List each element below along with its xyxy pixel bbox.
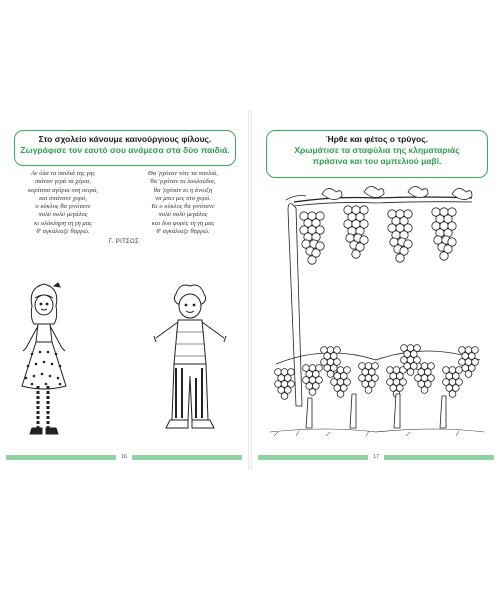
poem-line: πολύ πολύ μεγάλος	[38, 211, 88, 219]
poem-line: πιάναν γερά τα χέρια,	[34, 178, 92, 186]
right-page-instruction-line2: πράσινα και του αμπελιού μαβί.	[312, 156, 442, 166]
left-page-instruction: Ζωγράφισε τον εαυτό σου ανάμεσα στα δύο παιδιά.	[20, 145, 230, 155]
girl-illustration	[14, 278, 74, 453]
poem-line: Θα 'ρχόταν τότε τα πουλιά,	[147, 170, 219, 177]
right-page-title: Ήρθε και φέτος ο τρύγος.	[325, 134, 429, 144]
grape-vine-illustration	[266, 184, 488, 448]
poem-line: πολύ πολύ μεγάλος	[158, 211, 208, 219]
poem-line: Κι ο κύκλος θα γινότανε	[151, 203, 215, 211]
poem-column-2	[128, 170, 238, 236]
poem-line: και σπάνανε χορό,	[39, 194, 87, 202]
right-page	[252, 118, 500, 466]
poem-line: Αν όλα τα παιδιά της γης	[30, 170, 96, 177]
poem-line: θα 'ρχόταν τα λουλούδια,	[150, 178, 216, 186]
left-page	[0, 118, 248, 466]
boy-illustration	[150, 280, 230, 445]
poem-line: να μπει μες στο χορό.	[155, 194, 211, 202]
page-number-right: 17	[368, 451, 384, 464]
poem-author: Γ. ΡΙΤΣΟΣ	[108, 239, 140, 245]
poem-line: ο κύκλος θα γινότανε	[35, 203, 91, 211]
poem-line: κι ολόκληρη τη γη μας	[34, 219, 92, 227]
left-page-title: Στο σχολείο κάνουμε καινούργιους φίλους.	[38, 134, 212, 144]
poem-line: κορίτσια αγόρια στη σειρά,	[28, 186, 98, 194]
poem-column-1	[8, 170, 118, 236]
poem-line: θ' αγκάλιαζε θαρρώ.	[36, 228, 90, 236]
poem-line: θα 'ρχόταν κι η άνοιξη	[153, 186, 213, 194]
poem-line: θ' αγκάλιαζε θαρρώ.	[156, 228, 210, 236]
left-header-box	[14, 130, 236, 166]
page-number-left: 16	[116, 451, 132, 464]
right-header-box	[266, 130, 488, 178]
poem-line: και δυο φορές τη γη μας	[151, 219, 215, 227]
right-page-instruction-line1: Χρωμάτισε τα σταφύλια της κληματαριάς	[294, 145, 460, 155]
